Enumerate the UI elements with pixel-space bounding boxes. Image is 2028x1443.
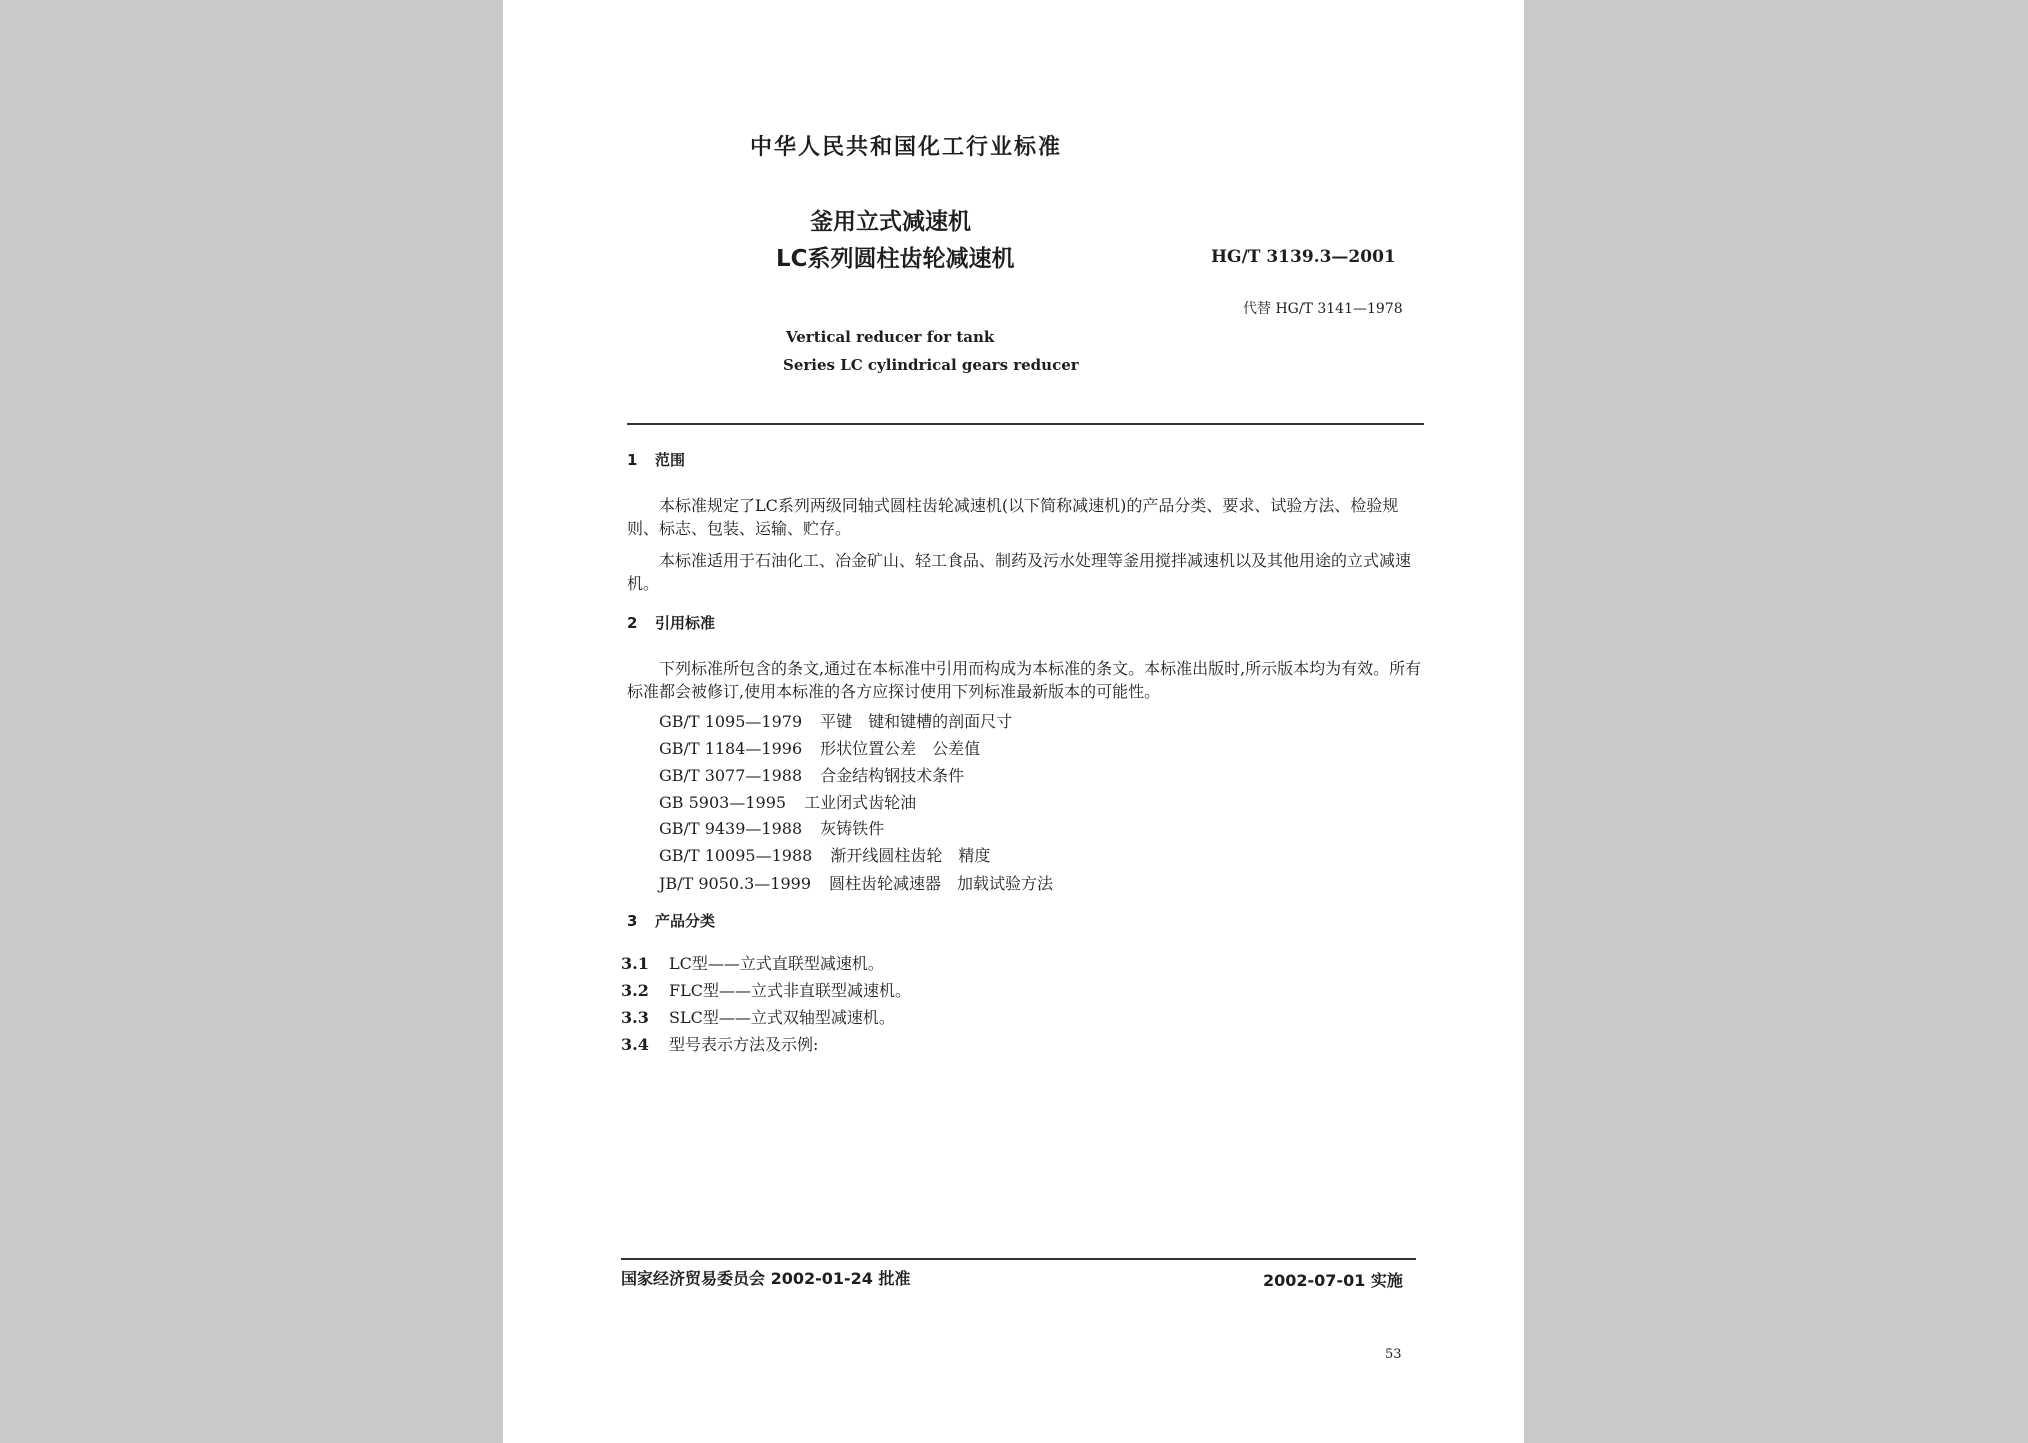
section-2-paragraph-1: 下列标准所包含的条文,通过在本标准中引用而构成为本标准的条文。本标准出版时,所示版本均为有效。所有标准都会被修订,使用本标准的各方应探讨使用下列标准最新版本的可能性。	[627, 659, 1422, 701]
section-2-title: 引用标准	[655, 614, 716, 632]
standard-header: 中华人民共和国化工行业标准	[750, 135, 1063, 160]
reference-item	[659, 843, 990, 866]
reference-code: GB/T 1095—1979	[659, 712, 803, 731]
replaces-note: 代替 HG/T 3141—1978	[1243, 301, 1403, 317]
title-en-line1: Vertical reducer for tank	[786, 328, 995, 346]
section-2-heading	[627, 612, 715, 633]
effective-date: 2002-07-01 实施	[1263, 1271, 1403, 1290]
subsection-text: 型号表示方法及示例:	[669, 1035, 819, 1054]
section-1-paragraph-2: 本标准适用于石油化工、冶金矿山、轻工食品、制药及污水处理等釜用搅拌减速机以及其他用途的立式减速机。	[627, 551, 1412, 593]
page-number: 53	[1385, 1347, 1402, 1362]
reference-item	[659, 709, 1012, 732]
section-3-number: 3	[627, 912, 638, 930]
section-3-title: 产品分类	[655, 912, 716, 930]
subsection-number: 3.2	[621, 981, 649, 1000]
reference-item	[659, 763, 964, 786]
subsection-number: 3.1	[621, 954, 649, 973]
subsection-number: 3.3	[621, 1008, 649, 1027]
subsection-text: FLC型——立式非直联型减速机。	[669, 981, 911, 1000]
reference-item	[659, 816, 884, 839]
header-rule	[627, 423, 1424, 425]
reference-code: GB 5903—1995	[659, 793, 787, 812]
section-1-heading	[627, 449, 685, 470]
reference-title: 工业闭式齿轮油	[804, 793, 917, 812]
section-1-title: 范围	[655, 451, 686, 469]
reference-title: 形状位置公差 公差值	[820, 739, 981, 758]
reference-title: 圆柱齿轮减速器 加载试验方法	[829, 874, 1054, 893]
document-page	[503, 0, 1524, 1443]
reference-title: 平键 键和键槽的剖面尺寸	[820, 712, 1013, 731]
reference-code: JB/T 9050.3—1999	[659, 874, 812, 893]
reference-title: 灰铸铁件	[820, 819, 885, 838]
section-1-number: 1	[627, 451, 638, 469]
reference-title: 合金结构钢技术条件	[820, 766, 965, 785]
subsection-item	[621, 951, 884, 974]
subsection-item	[621, 1005, 895, 1028]
reference-item	[659, 871, 1053, 894]
subsection-text: SLC型——立式双轴型减速机。	[669, 1008, 895, 1027]
subsection-item	[621, 1032, 818, 1055]
reference-code: GB/T 3077—1988	[659, 766, 803, 785]
footer-rule	[621, 1258, 1416, 1260]
section-1-paragraph-1: 本标准规定了LC系列两级同轴式圆柱齿轮减速机(以下简称减速机)的产品分类、要求、试验方法、检验规则、标志、包装、运输、贮存。	[627, 496, 1399, 538]
subsection-number: 3.4	[621, 1035, 649, 1054]
title-zh-line2: LC系列圆柱齿轮减速机	[776, 246, 1015, 272]
reference-item	[659, 790, 916, 813]
section-3-heading	[627, 910, 715, 931]
reference-item	[659, 736, 980, 759]
reference-code: GB/T 10095—1988	[659, 846, 813, 865]
reference-title: 渐开线圆柱齿轮 精度	[830, 846, 991, 865]
title-zh-line1: 釜用立式减速机	[810, 209, 971, 235]
section-2-number: 2	[627, 614, 638, 632]
subsection-item	[621, 978, 911, 1001]
reference-code: GB/T 9439—1988	[659, 819, 803, 838]
subsection-text: LC型——立式直联型减速机。	[669, 954, 884, 973]
reference-code: GB/T 1184—1996	[659, 739, 803, 758]
approval-line: 国家经济贸易委员会 2002-01-24 批准	[621, 1269, 911, 1288]
title-en-line2: Series LC cylindrical gears reducer	[783, 356, 1079, 374]
standard-code: HG/T 3139.3—2001	[1211, 247, 1396, 267]
